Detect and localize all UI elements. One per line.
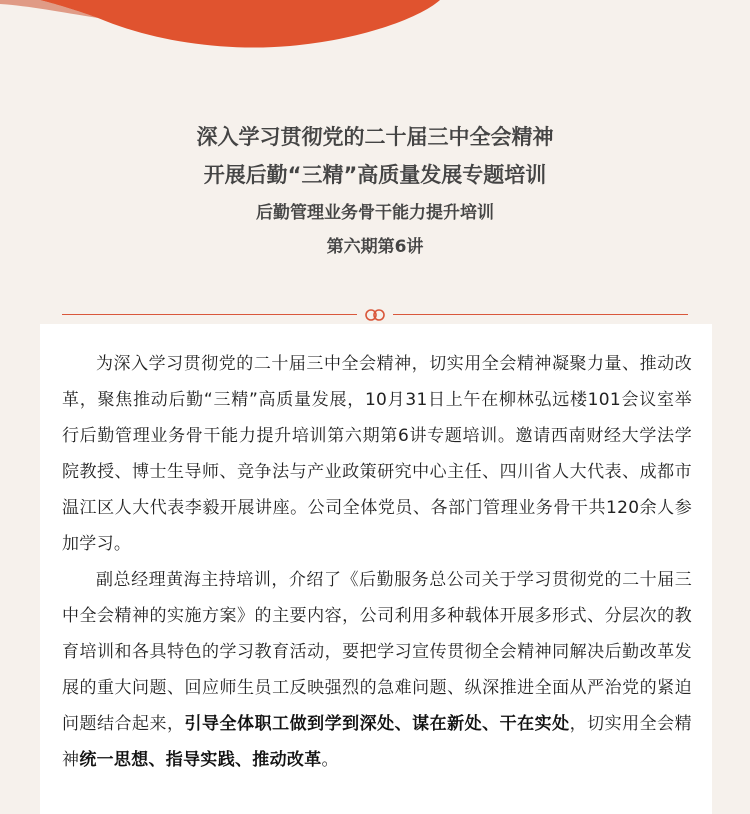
subtitle-line-2: 第六期第6讲: [326, 237, 424, 257]
double-ring-icon: [363, 308, 387, 322]
title-line-2: 开展后勤“三精”高质量发展专题培训: [203, 163, 547, 187]
paragraph-text: 。: [321, 750, 339, 770]
article-paragraph-1: 为深入学习贯彻党的二十届三中全会精神，切实用全会精神凝聚力量、推动改革，聚焦推动后勤“三精”高质量发展，10月31日上午在柳林弘远楼101会议室举行后勤管理业务骨干能力提升培训第六期第6讲专题培训。邀请西南财经大学法学院教授、博士生导师、竞争法与产业政策研究中心主任、四川省人大代表、成都市温江区人大代表李毅开展讲座。公司全体党员、各部门管理业务骨干共120余人参加学习。: [62, 354, 692, 554]
divider-line-left: [62, 314, 357, 315]
header-wave-decoration: [0, 0, 750, 70]
paragraph-text: ，切实用全会精神: [62, 714, 692, 770]
divider-line-right: [393, 314, 688, 315]
article-body: [62, 346, 692, 778]
section-divider: [62, 314, 688, 316]
subtitle-line-1: 后勤管理业务骨干能力提升培训: [256, 203, 494, 223]
paragraph-text: 副总经理黄海主持培训，介绍了《后勤服务总公司关于学习贯彻党的二十届三中全会精神的实施方案》的主要内容，公司利用多种载体开展多形式、分层次的教育培训和各具特色的学习教育活动，要把学习宣传贯彻全会精神同解决后勤改革发展的重大问题、回应师生员工反映强烈的急难问题、纵深推进全面从严治党的紧迫问题结合起来，: [62, 570, 692, 734]
emphasis-text: 引导全体职工做到学到深处、谋在新处、干在实处: [184, 714, 570, 734]
title-block: [0, 118, 750, 264]
article-paragraph-2: [62, 562, 692, 778]
title-line-1: 深入学习贯彻党的二十届三中全会精神: [196, 125, 554, 149]
emphasis-text: 统一思想、指导实践、推动改革: [79, 750, 322, 770]
